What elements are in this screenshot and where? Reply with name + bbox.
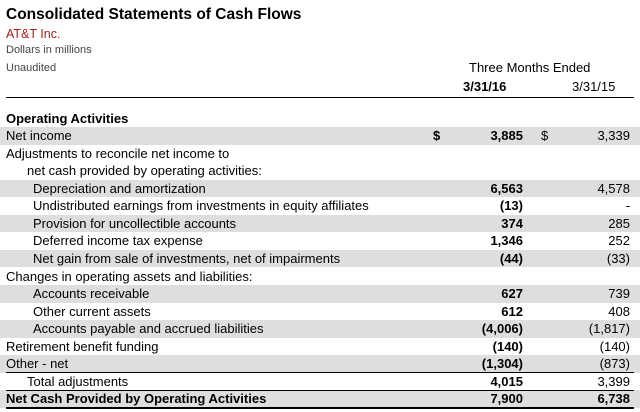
row-label: Net income: [6, 128, 72, 143]
table-row: [0, 232, 640, 250]
company-name: AT&T Inc.: [6, 27, 61, 41]
column-header-current: 3/31/16: [463, 79, 507, 94]
value-current: 3,885: [490, 128, 523, 143]
value-prior: 252: [608, 233, 630, 249]
value-current: (140): [492, 338, 523, 354]
value-current: 612: [501, 303, 523, 319]
subtotal-rule: [6, 372, 634, 373]
value-current: 4,015: [490, 373, 523, 389]
table-row: [0, 338, 640, 356]
row-label: Depreciation and amortization: [33, 180, 206, 196]
audit-status: Unaudited: [6, 62, 57, 74]
currency-symbol-current: $: [433, 128, 441, 143]
row-label: Accounts receivable: [33, 286, 150, 301]
table-row: [0, 250, 640, 268]
value-prior: 285: [608, 215, 630, 231]
row-label: Operating Activities: [6, 110, 129, 126]
table-row: [0, 390, 640, 408]
row-label: Adjustments to reconcile net income to: [6, 145, 230, 161]
currency-symbol-prior: $: [541, 128, 549, 143]
value-current: (44): [499, 250, 523, 266]
row-label: net cash provided by operating activities:: [27, 163, 262, 179]
value-prior: (873): [599, 356, 630, 372]
value-prior: 3,399: [597, 373, 630, 389]
table-row: [0, 285, 640, 303]
value-current: (13): [499, 198, 523, 214]
row-label: Net gain from sale of investments, net of impairments: [33, 250, 341, 266]
row-label: Changes in operating assets and liabilities:: [6, 268, 253, 284]
table-row: [0, 197, 640, 215]
header-rule: [6, 97, 634, 98]
value-current: 627: [501, 286, 523, 301]
value-current: 1,346: [490, 233, 523, 249]
row-label: Retirement benefit funding: [6, 338, 159, 354]
table-row: [0, 110, 640, 128]
net-total-top-rule: [6, 390, 634, 391]
row-label: Undistributed earnings from investments in equity affiliates: [33, 198, 369, 214]
row-label: Deferred income tax expense: [33, 233, 203, 249]
value-current: 6,563: [490, 180, 523, 196]
row-label: Total adjustments: [27, 373, 129, 389]
table-row: [0, 355, 640, 373]
table-row: [0, 373, 640, 391]
value-prior: 408: [608, 303, 630, 319]
table-row: [0, 180, 640, 198]
value-prior: (33): [606, 250, 630, 266]
row-label: Accounts payable and accrued liabilities: [33, 321, 264, 337]
table-row: [0, 268, 640, 286]
units-note: Dollars in millions: [6, 44, 92, 56]
value-prior: 4,578: [597, 180, 630, 196]
table-row: [0, 127, 640, 145]
value-prior: -: [625, 198, 630, 214]
value-current: (4,006): [481, 321, 523, 337]
value-prior: (140): [599, 338, 630, 354]
table-row: [0, 162, 640, 180]
period-heading: Three Months Ended: [469, 60, 591, 75]
table-row: [0, 215, 640, 233]
value-current: (1,304): [481, 356, 523, 372]
value-current: 7,900: [490, 391, 523, 407]
value-current: 374: [501, 215, 523, 231]
table-row: [0, 320, 640, 338]
row-label: Net Cash Provided by Operating Activities: [6, 391, 267, 407]
value-prior: (1,817): [588, 321, 630, 337]
row-label: Other current assets: [33, 303, 151, 319]
value-prior: 3,339: [597, 128, 630, 143]
value-prior: 739: [608, 286, 630, 301]
statement-title: Consolidated Statements of Cash Flows: [6, 6, 302, 23]
table-row: [0, 145, 640, 163]
row-label: Other - net: [6, 356, 69, 372]
column-header-prior: 3/31/15: [572, 79, 616, 94]
row-label: Provision for uncollectible accounts: [33, 215, 237, 231]
table-row: [0, 303, 640, 321]
net-total-bottom-rule: [6, 407, 634, 409]
value-prior: 6,738: [597, 391, 630, 407]
